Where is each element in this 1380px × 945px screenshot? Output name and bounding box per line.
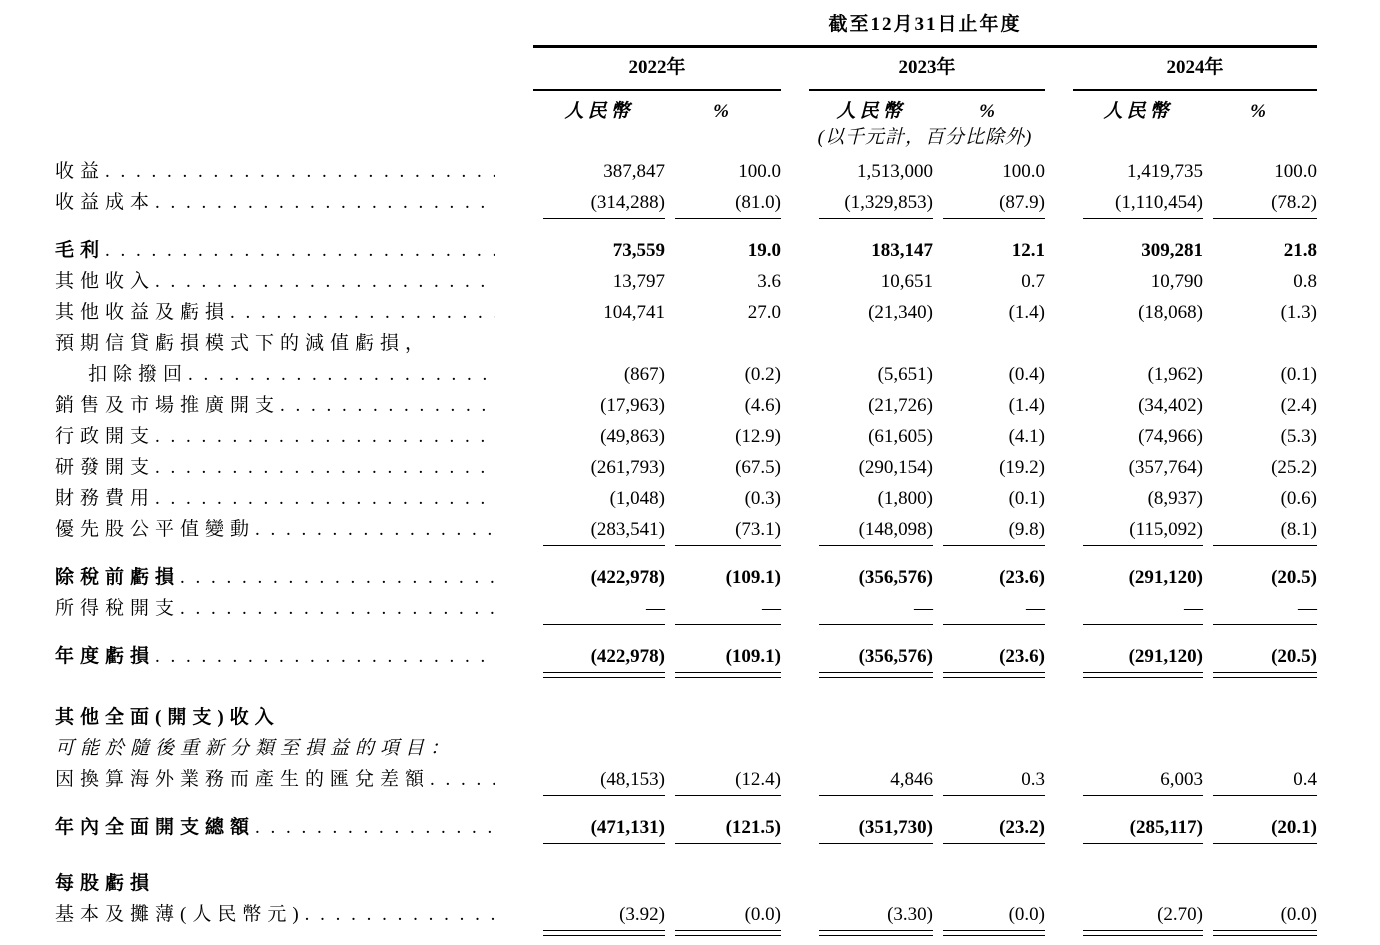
value-cell: (2.4)	[1280, 395, 1318, 416]
year-2022: 2022年	[533, 47, 781, 91]
value-cell: (422,978)	[590, 567, 665, 588]
value-cell: (20.5)	[1203, 634, 1317, 687]
row-loss-for-year	[55, 634, 1317, 687]
value-cell: (1,110,454)	[1073, 188, 1203, 228]
dot-leader	[305, 904, 495, 926]
value-cell: 0.4	[1203, 765, 1317, 805]
value-cell: (0.0)	[665, 900, 781, 945]
value-cell: (5,651)	[877, 364, 933, 385]
value-cell: (21,340)	[868, 302, 933, 323]
value-cell: (21,726)	[868, 395, 933, 416]
label-cell: 優先股公平值變動 . . .	[55, 515, 533, 555]
percent-label: %	[979, 101, 999, 122]
label-cell: 預期信貸虧損模式下的減值虧損，	[55, 333, 431, 354]
value-cell: 100.0	[1274, 161, 1318, 182]
value-cell: (422,978)	[533, 634, 665, 687]
row-impairment-line2	[55, 360, 1317, 391]
label-cell: 每股虧損	[55, 873, 156, 894]
value-cell: (261,793)	[590, 457, 665, 478]
row-impairment-line1	[55, 329, 1317, 360]
label-cell: 銷售及市場推廣開支 . . .	[55, 391, 533, 422]
value-cell: (23.2)	[933, 805, 1045, 853]
value-cell: (0.3)	[744, 488, 781, 509]
dot-leader	[280, 395, 495, 417]
column-header-row	[55, 90, 1317, 125]
value-cell: (67.5)	[735, 457, 781, 478]
row-oci-header	[55, 687, 1317, 734]
value-cell: (285,117)	[1073, 805, 1203, 853]
value-cell: (81.0)	[665, 188, 781, 228]
value-cell: (2.70)	[1073, 900, 1203, 945]
value-cell: (1,329,853)	[809, 188, 933, 228]
row-cost-of-revenue	[55, 188, 1317, 228]
label-cell: 收益成本 . . .	[55, 188, 533, 228]
value-cell: (18,068)	[1138, 302, 1203, 323]
value-cell: 6,003	[1073, 765, 1203, 805]
rmb-label: 人民幣	[1103, 101, 1173, 122]
row-loss-before-tax	[55, 555, 1317, 594]
value-cell: (20.5)	[1271, 567, 1318, 588]
row-other-income	[55, 267, 1317, 298]
label-cell: 其他全面(開支)收入	[55, 707, 280, 728]
label-cell: 因換算海外業務而產生的匯兌差額 . . .	[55, 765, 533, 805]
row-gross-profit	[55, 228, 1317, 267]
label-cell: 收益 . . .	[55, 157, 533, 188]
value-cell: 13,797	[612, 271, 665, 292]
value-cell: (1.4)	[1008, 395, 1045, 416]
value-cell: (9.8)	[933, 515, 1045, 555]
value-cell: (23.6)	[999, 567, 1045, 588]
label-cell: 行政開支 . . .	[55, 422, 533, 453]
period-title-row	[55, 14, 1317, 47]
dot-leader	[430, 769, 495, 791]
value-cell: (314,288)	[533, 188, 665, 228]
year-2023: 2023年	[809, 47, 1045, 91]
value-cell: (121.5)	[665, 805, 781, 853]
value-cell: (0.1)	[1280, 364, 1318, 385]
dot-leader	[155, 271, 495, 293]
value-cell: (8.1)	[1203, 515, 1317, 555]
value-cell: 100.0	[1002, 161, 1045, 182]
value-cell: (4.1)	[1008, 426, 1045, 447]
value-cell: (73.1)	[665, 515, 781, 555]
label-cell: 其他收入 . . .	[55, 267, 533, 298]
value-cell: (0.0)	[1203, 900, 1317, 945]
year-header-row	[55, 47, 1317, 91]
value-cell: 309,281	[1141, 240, 1203, 261]
row-rd-expenses	[55, 453, 1317, 484]
value-cell: 21.8	[1283, 240, 1318, 261]
value-cell: (3.92)	[533, 900, 665, 945]
dot-leader	[105, 240, 495, 262]
value-cell: (109.1)	[725, 567, 781, 588]
label-cell: 其他收益及虧損 . . .	[55, 298, 533, 329]
value-cell: (471,131)	[533, 805, 665, 853]
dot-leader	[180, 567, 495, 589]
label-cell: 除稅前虧損 . . .	[55, 555, 533, 594]
value-cell: (109.1)	[665, 634, 781, 687]
value-cell: —	[809, 594, 933, 634]
value-cell: (17,963)	[600, 395, 665, 416]
label-cell: 基本及攤薄(人民幣元) . . .	[55, 900, 533, 945]
dot-leader	[230, 302, 495, 324]
label-cell: 年內全面開支總額 . . .	[55, 805, 533, 853]
dot-leader	[188, 364, 495, 386]
value-cell: 10,790	[1150, 271, 1203, 292]
value-cell: (351,730)	[809, 805, 933, 853]
dot-leader	[155, 192, 495, 214]
value-cell: 4,846	[809, 765, 933, 805]
value-cell: 0.7	[1021, 271, 1045, 292]
value-cell: 1,513,000	[857, 161, 933, 182]
unit-note: (以千元計，百分比除外)	[817, 127, 1033, 148]
value-cell: 3.6	[757, 271, 781, 292]
value-cell: (48,153)	[533, 765, 665, 805]
value-cell: (4.6)	[744, 395, 781, 416]
value-cell: (20.1)	[1203, 805, 1317, 853]
value-cell: (61,605)	[868, 426, 933, 447]
percent-label: %	[1250, 101, 1270, 122]
value-cell: (356,576)	[858, 567, 933, 588]
row-revenue	[55, 157, 1317, 188]
label-cell: 所得稅開支 . . .	[55, 594, 533, 634]
value-cell: 19.0	[747, 240, 781, 261]
label-cell: 研發開支 . . .	[55, 453, 533, 484]
value-cell: (0.2)	[744, 364, 781, 385]
value-cell: (23.6)	[933, 634, 1045, 687]
row-selling-marketing	[55, 391, 1317, 422]
value-cell: (78.2)	[1203, 188, 1317, 228]
value-cell: 1,419,735	[1127, 161, 1203, 182]
value-cell: (291,120)	[1128, 567, 1203, 588]
value-cell: (1,962)	[1147, 364, 1203, 385]
value-cell: —	[1073, 594, 1203, 634]
value-cell: (8,937)	[1147, 488, 1203, 509]
value-cell: 0.3	[933, 765, 1045, 805]
dot-leader	[155, 488, 495, 510]
label-cell: 可能於隨後重新分類至損益的項目：	[55, 738, 456, 759]
value-cell: 387,847	[603, 161, 665, 182]
value-cell: (25.2)	[1271, 457, 1318, 478]
value-cell: (867)	[623, 364, 665, 385]
dot-leader	[155, 646, 495, 668]
value-cell: 104,741	[603, 302, 665, 323]
dot-leader	[255, 519, 495, 541]
value-cell: (1,800)	[877, 488, 933, 509]
value-cell: 100.0	[738, 161, 781, 182]
value-cell: 10,651	[880, 271, 933, 292]
percent-label: %	[713, 101, 733, 122]
value-cell: (291,120)	[1073, 634, 1203, 687]
value-cell: (12.4)	[665, 765, 781, 805]
label-cell: 財務費用 . . .	[55, 484, 533, 515]
value-cell: 0.8	[1293, 271, 1318, 292]
row-total-comprehensive	[55, 805, 1317, 853]
value-cell: (357,764)	[1128, 457, 1203, 478]
value-cell: —	[1203, 594, 1317, 634]
period-title: 截至12月31日止年度	[533, 14, 1317, 47]
value-cell: (0.4)	[1008, 364, 1045, 385]
value-cell: (1.4)	[1008, 302, 1045, 323]
value-cell: (1.3)	[1280, 302, 1318, 323]
value-cell: (12.9)	[735, 426, 781, 447]
label-cell: 扣除撥回 . . .	[55, 360, 533, 391]
value-cell: —	[933, 594, 1045, 634]
row-exchange-differences	[55, 765, 1317, 805]
income-statement-table	[55, 14, 1317, 945]
dot-leader	[105, 161, 495, 183]
value-cell: —	[665, 594, 781, 634]
row-finance-costs	[55, 484, 1317, 515]
value-cell: 27.0	[747, 302, 781, 323]
rmb-label: 人民幣	[836, 101, 906, 122]
value-cell: 73,559	[612, 240, 665, 261]
value-cell: (3.30)	[809, 900, 933, 945]
value-cell: (74,966)	[1138, 426, 1203, 447]
dot-leader	[155, 457, 495, 479]
value-cell: (115,092)	[1073, 515, 1203, 555]
label-cell: 年度虧損 . . .	[55, 634, 533, 687]
row-preferred-fv-change	[55, 515, 1317, 555]
row-oci-reclass-note	[55, 734, 1317, 765]
value-cell: (19.2)	[999, 457, 1045, 478]
rmb-label: 人民幣	[564, 101, 634, 122]
dot-leader	[180, 598, 495, 620]
value-cell: 12.1	[1011, 240, 1045, 261]
value-cell: 183,147	[871, 240, 933, 261]
row-income-tax	[55, 594, 1317, 634]
row-basic-diluted	[55, 900, 1317, 945]
value-cell: (5.3)	[1280, 426, 1318, 447]
row-admin-expenses	[55, 422, 1317, 453]
value-cell: (290,154)	[858, 457, 933, 478]
value-cell: (0.1)	[1008, 488, 1045, 509]
value-cell: (1,048)	[609, 488, 665, 509]
value-cell: (34,402)	[1138, 395, 1203, 416]
value-cell: (49,863)	[600, 426, 665, 447]
value-cell: (0.6)	[1280, 488, 1318, 509]
dot-leader	[255, 817, 495, 839]
dot-leader	[155, 426, 495, 448]
value-cell: (356,576)	[809, 634, 933, 687]
value-cell: —	[533, 594, 665, 634]
value-cell: (283,541)	[533, 515, 665, 555]
value-cell: (148,098)	[809, 515, 933, 555]
row-other-gains-losses	[55, 298, 1317, 329]
year-2024: 2024年	[1073, 47, 1317, 91]
value-cell: (87.9)	[933, 188, 1045, 228]
row-loss-per-share-header	[55, 853, 1317, 900]
value-cell: (0.0)	[933, 900, 1045, 945]
unit-note-row	[55, 125, 1317, 157]
label-cell: 毛利 . . .	[55, 228, 533, 267]
